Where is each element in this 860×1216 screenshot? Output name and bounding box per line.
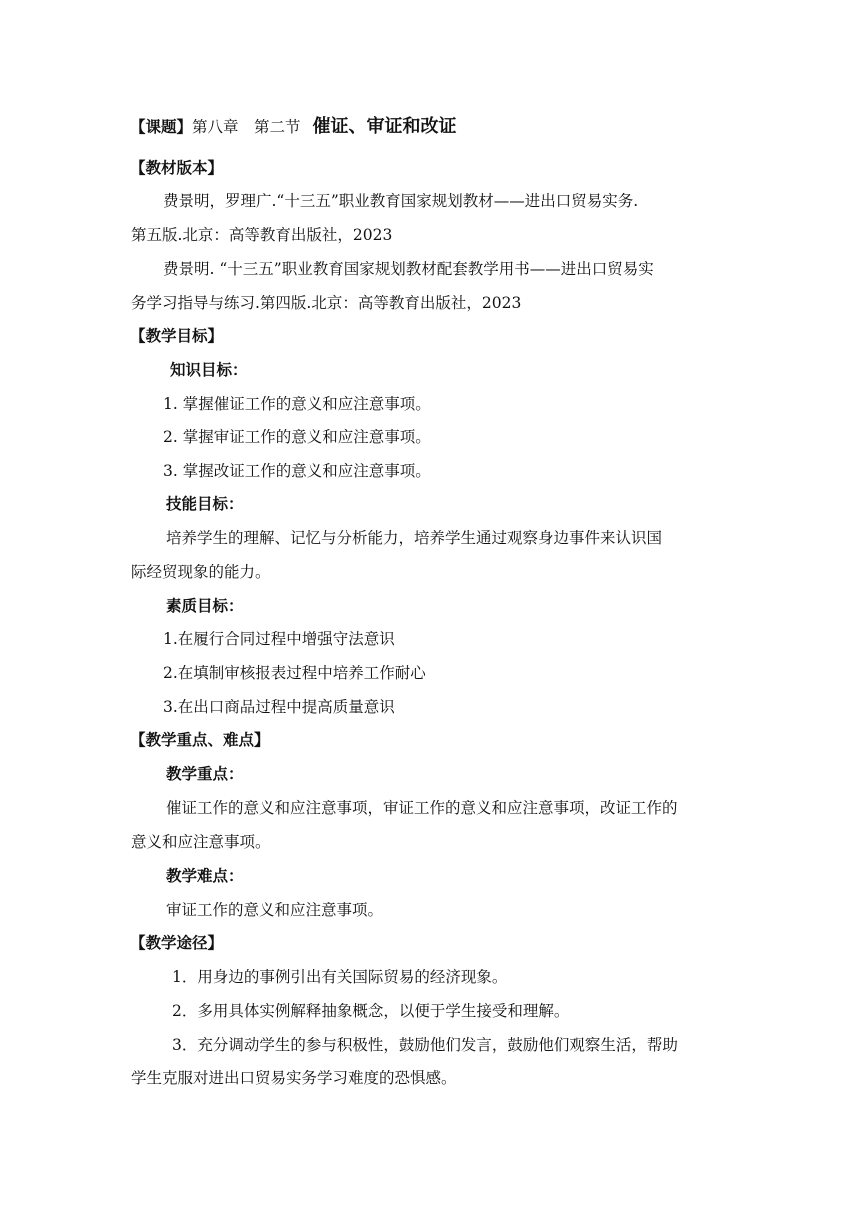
quality-item: 2.在填制审核报表过程中培养工作耐心 — [163, 664, 426, 682]
approach-heading: 【教学途径】 — [130, 934, 224, 952]
lesson-chapter: 第八章 第二节 — [192, 118, 301, 136]
textbook-line: 费景明，罗理广.“十三五”职业教育国家规划教材——进出口贸易实务. — [163, 192, 639, 210]
difficulty-line: 审证工作的意义和应注意事项。 — [166, 901, 384, 919]
skill-line: 际经贸现象的能力。 — [131, 563, 271, 581]
objectives-heading: 【教学目标】 — [130, 327, 224, 345]
knowledge-item: 3. 掌握改证工作的意义和应注意事项。 — [163, 462, 431, 480]
textbook-heading: 【教材版本】 — [130, 159, 224, 177]
approach-item: 1．用身边的事例引出有关国际贸易的经济现象。 — [172, 968, 508, 986]
skill-label: 技能目标： — [166, 495, 244, 513]
skill-line: 培养学生的理解、记忆与分析能力，培养学生通过观察身边事件来认识国 — [166, 529, 663, 547]
keypoints-heading: 【教学重点、难点】 — [130, 731, 270, 749]
quality-item: 1.在履行合同过程中增强守法意识 — [163, 630, 395, 648]
quality-label: 素质目标： — [166, 597, 244, 615]
textbook-line: 务学习指导与练习.第四版.北京：高等教育出版社，2023 — [131, 294, 522, 312]
lesson-main-title: 催证、审证和改证 — [312, 116, 457, 137]
knowledge-item: 1. 掌握催证工作的意义和应注意事项。 — [163, 395, 431, 413]
knowledge-item: 2. 掌握审证工作的意义和应注意事项。 — [163, 428, 431, 446]
textbook-line: 费景明. “十三五”职业教育国家规划教材配套教学用书——进出口贸易实 — [163, 260, 654, 278]
focus-line: 意义和应注意事项。 — [131, 833, 271, 851]
difficulty-label: 教学难点： — [166, 867, 244, 885]
approach-item: 2．多用具体实例解释抽象概念，以便于学生接受和理解。 — [172, 1002, 570, 1020]
approach-item: 学生克服对进出口贸易实务学习难度的恐惧感。 — [131, 1069, 457, 1087]
knowledge-label: 知识目标： — [170, 361, 248, 379]
lesson-title-tag: 【课题】 — [130, 118, 193, 136]
lesson-title — [130, 117, 457, 137]
focus-label: 教学重点： — [166, 765, 244, 783]
textbook-line: 第五版.北京：高等教育出版社，2023 — [131, 226, 393, 244]
quality-item: 3.在出口商品过程中提高质量意识 — [163, 698, 395, 716]
focus-line: 催证工作的意义和应注意事项，审证工作的意义和应注意事项，改证工作的 — [166, 799, 678, 817]
approach-item: 3．充分调动学生的参与积极性，鼓励他们发言，鼓励他们观察生活，帮助 — [172, 1036, 678, 1054]
